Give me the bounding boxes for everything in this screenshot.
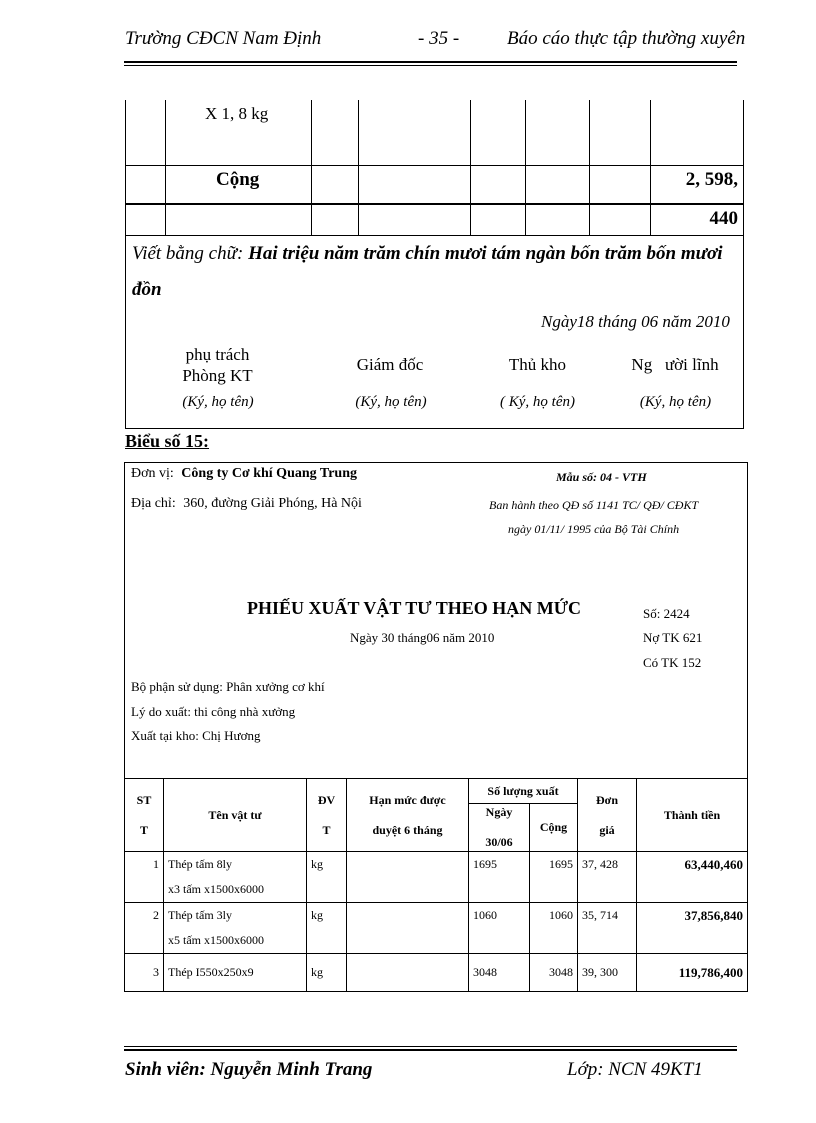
address-value: 360, đường Giải Phóng, Hà Nội: [183, 496, 362, 511]
materials-table: [124, 778, 748, 992]
table-row: [125, 852, 748, 903]
header-dvt: ĐV T: [307, 779, 347, 852]
header-cong: Cộng: [530, 804, 578, 852]
row-ngay: 3048: [469, 954, 530, 992]
row-cong: 1695: [530, 852, 578, 903]
header-thanh-tien: Thành tiền: [637, 779, 748, 852]
signature-note-3: ( Ký, họ tên): [500, 394, 575, 410]
row-dvt: kg: [307, 852, 347, 903]
signature-accounting-title1: phụ trách: [185, 345, 250, 364]
signature-director: Giám đốc: [356, 355, 424, 374]
signature-receiver: Ng ười lĩnh: [631, 355, 719, 374]
row-don-gia: 37, 428: [578, 852, 637, 903]
row-name: Thép tấm 8ly x3 tấm x1500x6000: [164, 852, 307, 903]
header-page-number: - 35 -: [418, 28, 460, 49]
footer-class: Lớp: NCN 49KT1: [567, 1059, 703, 1080]
row-don-gia: 39, 300: [578, 954, 637, 992]
row-stt: 1: [125, 852, 164, 903]
row-name: Thép I550x250x9: [164, 954, 307, 992]
header-so-luong: Số lượng xuất: [469, 779, 578, 804]
address-line: [131, 496, 362, 512]
signature-accounting: [150, 344, 285, 386]
table-row: [125, 903, 748, 954]
header-han-muc: Hạn mức được duyệt 6 tháng: [347, 779, 469, 852]
table-row: [125, 954, 748, 992]
sign-date: Ngày18 tháng 06 năm 2010: [541, 312, 730, 331]
bo-phan-su-dung: Bộ phận sử dụng: Phân xưởng cơ khí: [131, 679, 325, 694]
row-han-muc: [347, 903, 469, 954]
form-co-tk: Có TK 152: [643, 655, 702, 670]
amount-in-words-text: Hai triệu năm trăm chín mươi tám ngàn bốn trăm bốn mươi: [248, 243, 723, 264]
row-don-gia: 35, 714: [578, 903, 637, 954]
row-thanh-tien: 37,856,840: [637, 903, 748, 954]
form-no-tk: Nợ TK 621: [643, 630, 703, 645]
row-stt: 3: [125, 954, 164, 992]
header-report-title: Báo cáo thực tập thường xuyên: [507, 28, 746, 49]
signature-note-1: (Ký, họ tên): [182, 394, 254, 410]
row-thanh-tien: 119,786,400: [637, 954, 748, 992]
row-cong: 3048: [530, 954, 578, 992]
amount-in-words-line2: đồn: [132, 279, 162, 300]
row-dvt: kg: [307, 903, 347, 954]
amount-in-words-line1: [132, 243, 723, 265]
header-rule-top: [124, 61, 737, 63]
total-value-line2: 440: [709, 208, 738, 229]
header-ngay: Ngày 30/06: [469, 804, 530, 852]
row-cong: 1060: [530, 903, 578, 954]
ban-hanh-line2: ngày 01/11/ 1995 của Bộ Tài Chính: [508, 522, 680, 536]
header-school: Trường CĐCN Nam Định: [125, 28, 322, 49]
form-title: PHIẾU XUẤT VẬT TƯ THEO HẠN MỨC: [247, 598, 582, 618]
signature-accounting-title2: Phòng KT: [182, 366, 253, 385]
row-thanh-tien: 63,440,460: [637, 852, 748, 903]
row-ngay: 1695: [469, 852, 530, 903]
row-han-muc: [347, 852, 469, 903]
total-value-line1: 2, 598,: [685, 169, 738, 190]
row-dvt: kg: [307, 954, 347, 992]
form-so: Số: 2424: [643, 606, 690, 621]
row-han-muc: [347, 954, 469, 992]
address-label: Địa chỉ:: [131, 496, 176, 511]
header-rule-bottom: [124, 65, 737, 66]
header-name: Tên vật tư: [164, 779, 307, 852]
unit-value: Công ty Cơ khí Quang Trung: [181, 466, 357, 481]
amount-in-words-label: Viết bằng chữ:: [132, 243, 244, 264]
xuat-tai-kho: Xuất tại kho: Chị Hương: [131, 728, 261, 743]
footer-rule-bottom: [124, 1049, 737, 1051]
signature-note-2: (Ký, họ tên): [355, 394, 427, 410]
row-ngay: 1060: [469, 903, 530, 954]
header-don-gia: Đơn giá: [578, 779, 637, 852]
row-item-text: X 1, 8 kg: [205, 104, 269, 123]
total-label: Cộng: [216, 169, 260, 190]
unit-label: Đơn vị:: [131, 466, 174, 481]
mau-so: Mẫu số: 04 - VTH: [556, 470, 647, 484]
ban-hanh-line1: Ban hành theo QĐ số 1141 TC/ QĐ/ CĐKT: [489, 498, 699, 512]
footer-rule-top: [124, 1046, 737, 1047]
row-stt: 2: [125, 903, 164, 954]
form-date: Ngày 30 tháng06 năm 2010: [350, 630, 495, 645]
row-name: Thép tấm 3ly x5 tấm x1500x6000: [164, 903, 307, 954]
bieu-so-heading: Biểu số 15:: [125, 431, 210, 451]
signature-note-4: (Ký, họ tên): [639, 394, 712, 410]
ly-do-xuat: Lý do xuất: thi công nhà xưởng: [131, 704, 296, 719]
header-stt: ST T: [125, 779, 164, 852]
signature-storekeeper: Thủ kho: [508, 355, 567, 374]
unit-line: [131, 466, 357, 482]
footer-student: Sinh viên: Nguyễn Minh Trang: [125, 1059, 373, 1080]
